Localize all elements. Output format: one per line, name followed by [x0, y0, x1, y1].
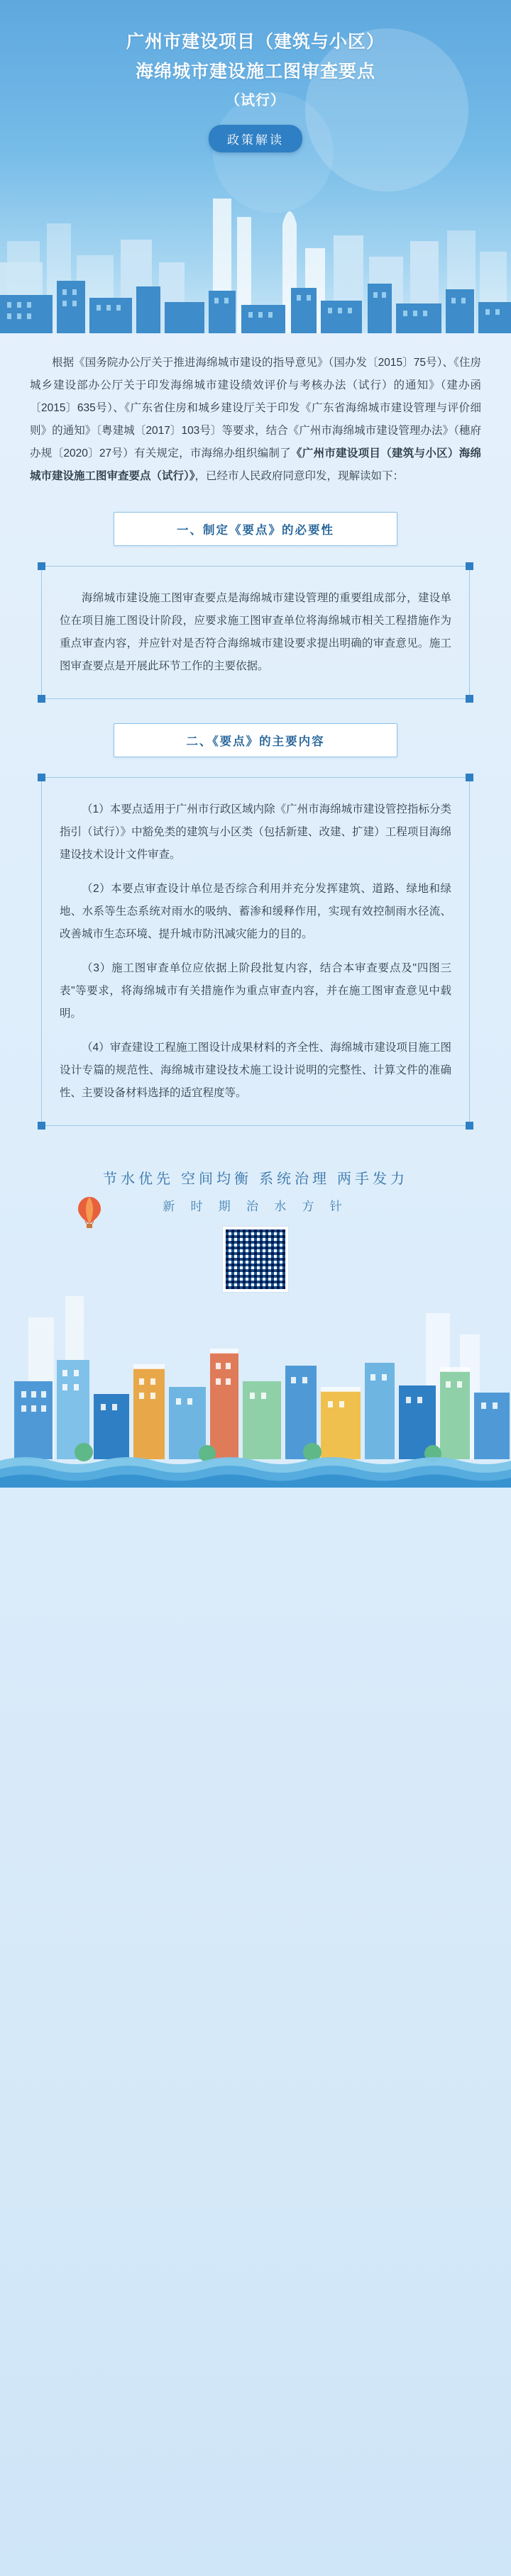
page-title-line1: 广州市建设项目（建筑与小区）: [126, 32, 385, 52]
title-block: [0, 0, 511, 152]
box-corner-top-right: [466, 562, 473, 570]
slogan-sub-text: 新 时 期 治 水 方 针: [163, 1200, 348, 1213]
section-heading-1: 一、制定《要点》的必要性: [114, 512, 397, 546]
box-corner-bottom-right: [466, 695, 473, 703]
section-2-box: [41, 777, 470, 1126]
box-corner-bottom-left: [38, 695, 45, 703]
intro-text-bold: 《广州市建设项目（建筑与小区）海绵城市建设施工图审查要点（试行）》: [30, 447, 481, 482]
intro-text-tail: ，已经市人民政府同意印发，现解读如下：: [194, 470, 405, 482]
article-content: [0, 333, 511, 1126]
box-edge-bottom: [41, 698, 470, 699]
intro-text-main: 根据《国务院办公厅关于推进海绵城市建设的指导意见》（国办发〔2015〕75号）、《住房城乡建设部办公厅关于印发海绵城市建设绩效评价与考核办法（试行）的通知》（建办函〔2015〕635号）、《广东省住房和城乡建设厅关于印发《广东省海绵城市建设管理与评价细则》的通知》〔粤建城〔2017〕103号〕等要求，结合《广州市海绵城市建设管理办法》（穗府办规〔2020〕27号）有关规定，市海绵办组织编制了: [30, 357, 481, 459]
box-edge-right: [469, 566, 470, 699]
section-1-box: [41, 566, 470, 699]
section-2-paragraph-3: （3）施工图审查单位应依据上阶段批复内容，结合本审查要点及"四图三表"等要求，将海绵城市有关措施作为重点审查内容，并在施工图审查意见中载明。: [60, 962, 451, 1020]
box-corner-bottom-left: [38, 1122, 45, 1130]
hot-air-balloon-icon: [77, 1195, 102, 1234]
box-edge-top: [41, 777, 470, 778]
box-corner-top-left: [38, 562, 45, 570]
article-header: [0, 0, 511, 333]
section-2-paragraph-4: （4）审查建设工程施工图设计成果材料的齐全性、海绵城市建设项目施工图设计专篇的规范性、海绵城市建设技术施工设计说明的完整性、计算文件的准确性、主要设备材料选择的适宜程度等。: [60, 1042, 451, 1099]
section-1-paragraph-1: 海绵城市建设施工图审查要点是海绵城市建设管理的重要组成部分，建设单位在项目施工图设计阶段，应要求施工图审查单位将海绵城市相关工程措施作为重点审查内容，并应针对是否符合海绵城市建设要求提出明确的审查意见。施工图审查要点是开展此环节工作的主要依据。: [60, 592, 451, 672]
intro-paragraph: [30, 352, 481, 488]
section-2-paragraph-2: （2）本要点审查设计单位是否综合利用并充分发挥建筑、道路、绿地和绿地、水系等生态系统对雨水的吸纳、蓄渗和缓释作用，实现有效控制雨水径流、改善城市生态环境、提升城市防汛减灾能力的目的。: [60, 883, 451, 940]
qr-code[interactable]: [223, 1227, 288, 1292]
status-badge: 政策解读: [209, 125, 302, 152]
section-2-paragraph-1: （1）本要点适用于广州市行政区域内除《广州市海绵城市建设管控指标分类指引（试行）》中豁免类的建筑与小区类（包括新建、改建、扩建）工程项目海绵建设技术设计文件审查。: [60, 803, 451, 861]
section-heading-2: 二、《要点》的主要内容: [114, 723, 397, 757]
box-corner-top-left: [38, 774, 45, 781]
header-skyline-illustration: [0, 156, 511, 333]
article-footer: [0, 1154, 511, 1488]
footer-city-illustration: [0, 1275, 511, 1488]
box-edge-left: [41, 777, 42, 1126]
box-corner-top-right: [466, 774, 473, 781]
box-edge-right: [469, 777, 470, 1126]
box-edge-top: [41, 566, 470, 567]
box-edge-left: [41, 566, 42, 699]
box-corner-bottom-right: [466, 1122, 473, 1130]
box-edge-bottom: [41, 1125, 470, 1126]
page-title-line3: （试行）: [226, 93, 285, 108]
page-title-line2: 海绵城市建设施工图审查要点: [135, 62, 375, 82]
slogan-main-text: 节水优先 空间均衡 系统治理 两手发力: [103, 1171, 408, 1187]
